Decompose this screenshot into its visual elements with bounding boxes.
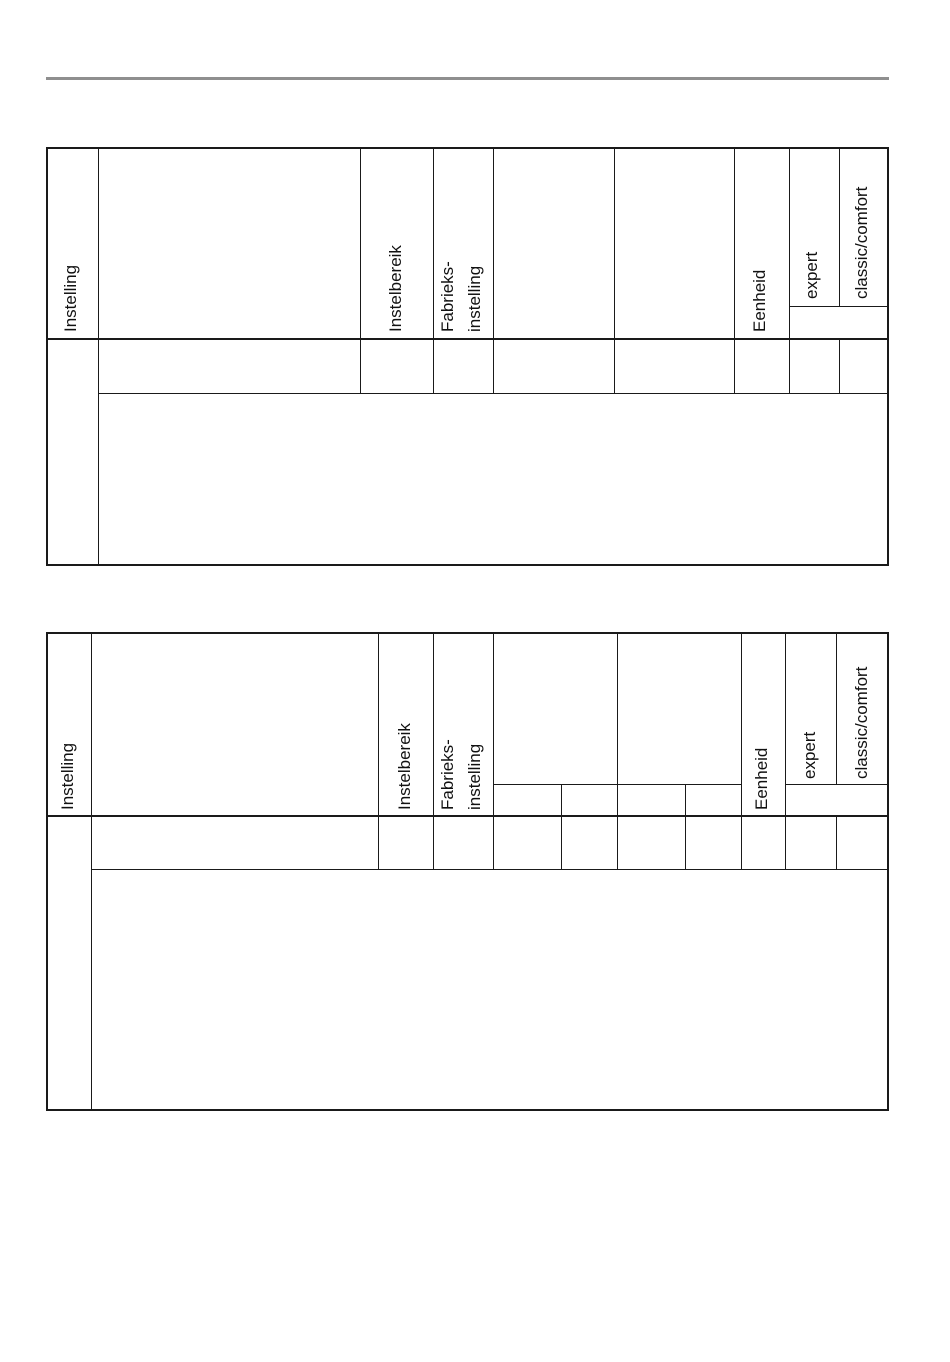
table2-header-unit: Eenheid — [752, 747, 771, 810]
table2-header-factory-line1: Fabrieks- — [438, 739, 457, 810]
table2-left-border — [46, 632, 48, 1111]
table2-col-line — [91, 632, 92, 1111]
table2-col-line — [685, 784, 686, 870]
table1-header-factory-line1: Fabrieks- — [438, 261, 457, 332]
table2-col-line — [493, 632, 494, 870]
table2-col-line — [785, 632, 786, 870]
table2-col-line — [741, 632, 742, 870]
table2-header-bottom — [46, 815, 889, 817]
table2-row-line — [91, 869, 889, 870]
table2-right-border — [887, 632, 889, 1111]
table2-col-line — [378, 632, 379, 870]
table2-top-border — [46, 632, 889, 634]
table1-header-factory-line2: instelling — [465, 265, 484, 332]
table2-col-line — [561, 784, 562, 870]
table1-header-classic-comfort: classic/comfort — [852, 186, 871, 299]
table1-header-unit: Eenheid — [750, 269, 769, 332]
table2-subheader-line — [785, 784, 889, 785]
table2-header-expert: expert — [800, 731, 819, 779]
table2-col-line — [836, 632, 837, 784]
table2-col-line — [617, 632, 618, 870]
table1-header-setting: Instelling — [61, 264, 80, 332]
table2-header-setting: Instelling — [58, 742, 77, 810]
table2-col-line — [433, 632, 434, 870]
table1-header-range: Instelbereik — [386, 245, 405, 332]
table2-header-range: Instelbereik — [395, 723, 414, 810]
table2-col-line — [836, 815, 837, 870]
table2-bottom-border — [46, 1109, 889, 1111]
table2-header-factory-line2: instelling — [465, 743, 484, 810]
table2-header-classic-comfort: classic/comfort — [852, 666, 871, 779]
table1-header-expert: expert — [802, 251, 821, 299]
